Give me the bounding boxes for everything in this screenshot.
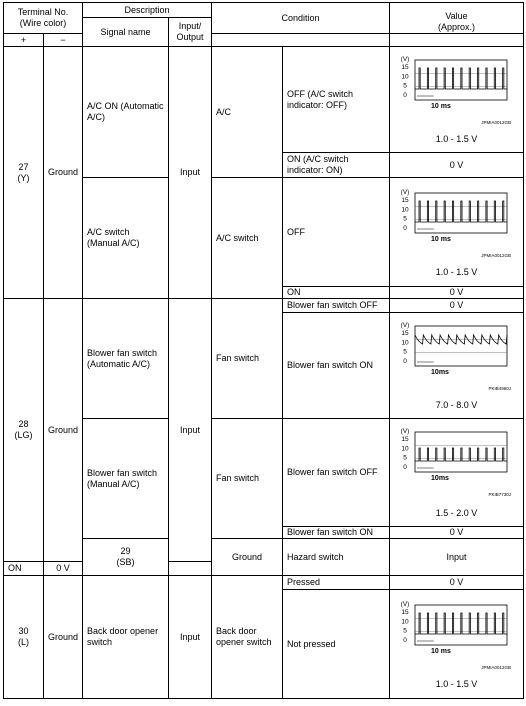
signal-back-door-opener: Back door opener switch: [83, 576, 169, 699]
ylabel: 5: [402, 348, 407, 356]
value-blower-on-manual: 0 V: [390, 527, 524, 539]
ylabel: 10: [400, 205, 409, 213]
header-condition-spacer: [212, 34, 390, 47]
condition-blower-on-manual: Blower fan switch ON: [283, 527, 390, 539]
ylabel: 5: [402, 82, 407, 90]
value-4-text: 1.5 - 2.0 V: [435, 508, 478, 518]
condition-blower-off-manual: Blower fan switch OFF: [283, 419, 390, 527]
condition-pressed: Pressed: [283, 576, 390, 590]
value-waveform-1: [390, 47, 524, 153]
signal-blower-auto: Blower fan switch (Automatic A/C): [83, 299, 169, 419]
terminal-28-ground: Ground: [44, 299, 83, 562]
value-waveform-4: [390, 419, 524, 527]
figure-code: JPMIA0012GB: [480, 120, 511, 125]
value-2-text: 1.0 - 1.5 V: [435, 266, 478, 277]
terminal-30-io: Input: [169, 576, 212, 699]
figure-code: PKIB4960J: [488, 386, 511, 391]
time-label: 10ms: [430, 369, 449, 376]
ylabel: 5: [402, 454, 407, 462]
figure-code: JPMIA0012GB: [480, 664, 511, 670]
ylabel: 10: [400, 445, 409, 453]
waveform-4-graph: [393, 426, 521, 506]
waveform-trace: [415, 613, 507, 634]
condition-fan-switch-auto: Fan switch: [212, 299, 283, 419]
terminal-27: 27 (Y): [4, 47, 44, 299]
value-waveform-5: [390, 590, 524, 699]
ylabel: 15: [400, 196, 409, 204]
waveform-trace: [415, 201, 507, 222]
value-3-text: 7.0 - 8.0 V: [435, 400, 478, 410]
terminal-28: 28 (LG): [4, 299, 44, 562]
condition-ac-indicator-off: OFF (A/C switch indicator: OFF): [283, 47, 390, 153]
value-ac-switch-on: 0 V: [390, 287, 524, 299]
header-value-spacer: [390, 34, 524, 47]
ylabel: 0: [402, 224, 407, 232]
terminal-29: 29 (SB): [83, 539, 169, 576]
ylabel: 15: [400, 330, 409, 337]
waveform-5-graph: [393, 599, 521, 677]
ylabel: 10: [400, 339, 409, 347]
ylabel: 10: [400, 617, 409, 625]
header-terminal: Terminal No. (Wire color): [4, 3, 83, 34]
time-label: 10 ms: [430, 647, 451, 655]
ylabel: 0: [402, 358, 407, 365]
terminal-28-io: Input: [169, 299, 212, 562]
terminal-27-io: Input: [169, 47, 212, 299]
value-1-text: 1.0 - 1.5 V: [435, 134, 478, 144]
header-condition: Condition: [212, 3, 390, 34]
ylabel: (V): [400, 56, 409, 63]
terminal-30: 30 (L): [4, 576, 44, 699]
value-pressed: 0 V: [390, 576, 524, 590]
ylabel: 15: [400, 436, 409, 443]
waveform-1-graph: [393, 54, 521, 132]
condition-hazard-on: ON: [4, 562, 44, 576]
condition-ac-switch-on: ON: [283, 287, 390, 299]
header-minus: −: [44, 34, 83, 47]
header-signal-name: Signal name: [83, 18, 169, 47]
terminal-table-container: [3, 2, 524, 699]
waveform-frame: [415, 326, 507, 366]
terminal-30-ground: Ground: [44, 576, 83, 699]
condition-fan-switch-manual: Fan switch: [212, 419, 283, 539]
ylabel: 5: [402, 627, 407, 635]
figure-code: JPMIA0012GB: [480, 252, 511, 258]
waveform-trace: [415, 68, 507, 89]
ylabel: 15: [400, 608, 409, 616]
value-ac-indicator-on: 0 V: [390, 153, 524, 178]
condition-back-door-opener: Back door opener switch: [212, 576, 283, 699]
ylabel: 15: [400, 64, 409, 71]
terminal-29-io: Input: [390, 539, 524, 576]
ylabel: 0: [402, 636, 407, 644]
ylabel: 5: [402, 215, 407, 223]
signal-ac-switch-manual: A/C switch (Manual A/C): [83, 178, 169, 299]
signal-ac-on-auto: A/C ON (Automatic A/C): [83, 47, 169, 178]
waveform-trace: [415, 448, 507, 461]
header-io: Input/ Output: [169, 18, 212, 47]
condition-blower-on-auto: Blower fan switch ON: [283, 313, 390, 419]
header-description: Description: [83, 3, 212, 18]
value-waveform-2: [390, 178, 524, 287]
header-value: Value (Approx.): [390, 3, 524, 34]
time-label: 10 ms: [430, 103, 451, 110]
condition-ac-switch: A/C switch: [212, 178, 283, 299]
figure-code: PKIB7730J: [488, 492, 511, 497]
terminal-signal-table: [3, 2, 524, 699]
signal-hazard-switch: Hazard switch: [283, 539, 390, 576]
ylabel: (V): [400, 322, 409, 329]
condition-ac: A/C: [212, 47, 283, 178]
condition-ac-switch-off: OFF: [283, 178, 390, 287]
terminal-29-ground: Ground: [212, 539, 283, 576]
waveform-2-graph: [393, 187, 521, 265]
ylabel: (V): [400, 428, 409, 435]
condition-not-pressed: Not pressed: [283, 590, 390, 699]
header-plus: +: [4, 34, 44, 47]
value-waveform-3: [390, 313, 524, 419]
ylabel: 0: [402, 92, 407, 99]
terminal-27-ground: Ground: [44, 47, 83, 299]
value-hazard-on: 0 V: [44, 562, 83, 576]
ylabel: 0: [402, 464, 407, 471]
value-blower-off-auto: 0 V: [390, 299, 524, 313]
condition-blower-off-auto: Blower fan switch OFF: [283, 299, 390, 313]
waveform-3-graph: [393, 320, 521, 398]
condition-ac-indicator-on: ON (A/C switch indicator: ON): [283, 153, 390, 178]
ylabel: 10: [400, 73, 409, 81]
time-label: 10ms: [430, 475, 449, 482]
signal-blower-manual: Blower fan switch (Manual A/C): [83, 419, 169, 539]
time-label: 10 ms: [430, 235, 451, 243]
ylabel: (V): [400, 600, 409, 608]
ylabel: (V): [400, 188, 409, 196]
value-5-text: 1.0 - 1.5 V: [435, 678, 478, 689]
